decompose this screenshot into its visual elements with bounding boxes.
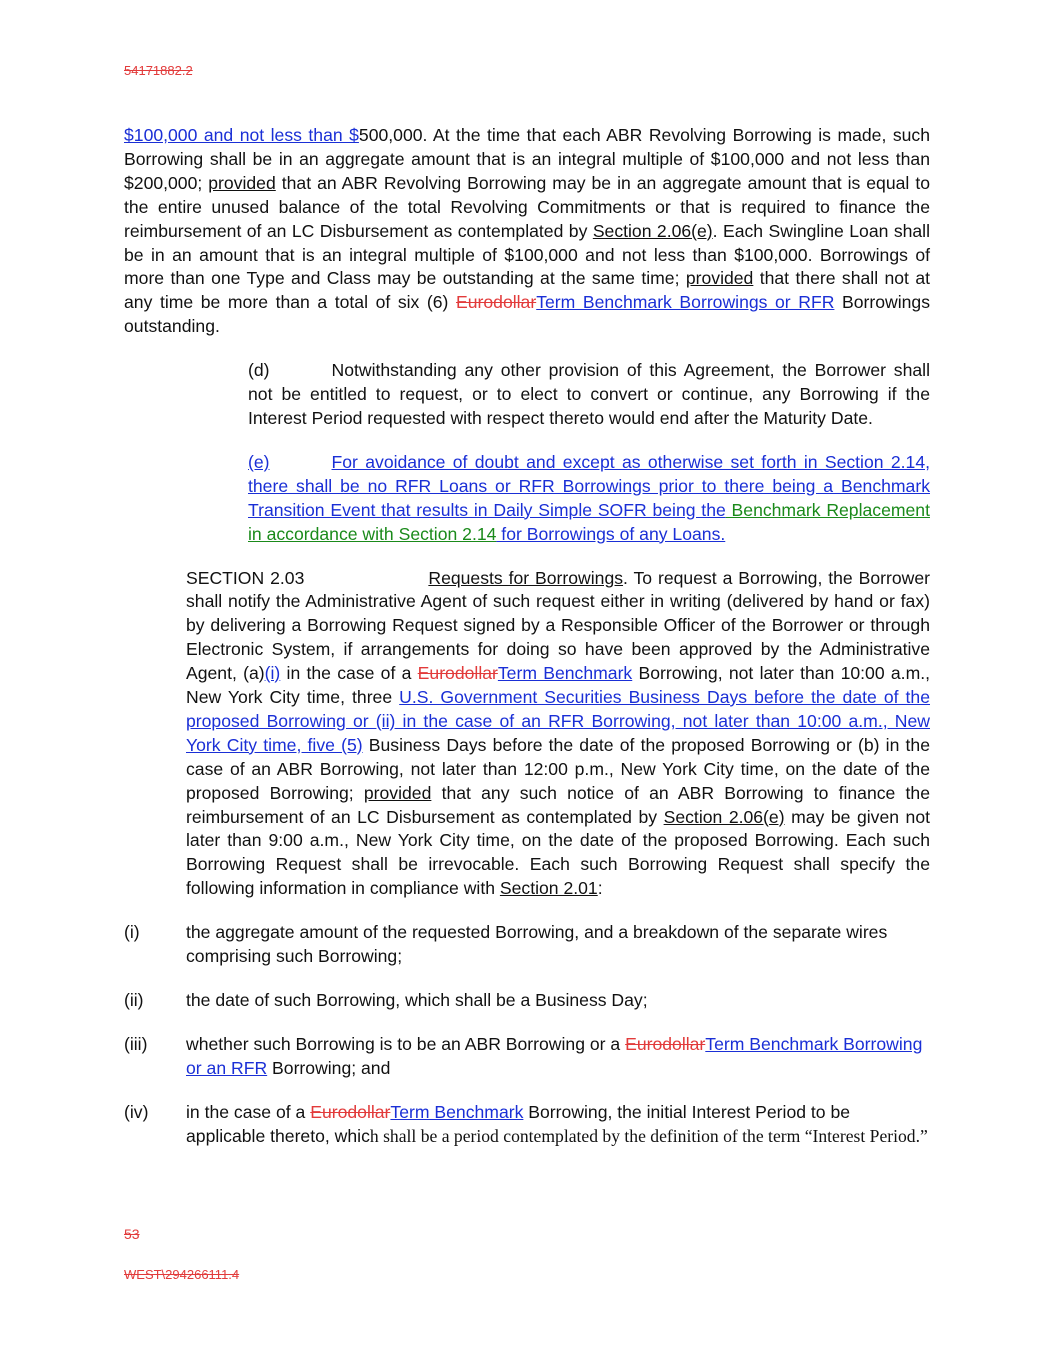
- inserted-text: Term Benchmark Borrowing or an RFR: [186, 1033, 923, 1078]
- deleted-text: Eurodollar: [417, 663, 498, 684]
- inserted-text: Term Benchmark Borrowings or RFR: [536, 292, 835, 313]
- footer-doc-id: WEST\294266111.4: [124, 1267, 240, 1282]
- inserted-text: U.S. Government Securities Business Days before the date of the proposed Borrowing or (ii) in the case of an RFR Borrowing, not later than 10:00 a.m., New York City time, five (5): [186, 687, 930, 755]
- section-reference: Section 2.06(e): [663, 806, 785, 827]
- item-text: the date of such Borrowing, which shall be a Business Day;: [186, 990, 648, 1010]
- moved-text: Benchmark Replacement in accordance with Section 2.14: [248, 499, 930, 544]
- clause-label: (e): [248, 451, 270, 472]
- inserted-text: (i): [264, 663, 281, 684]
- list-item: [124, 1033, 930, 1081]
- paragraph-d: (d) Notwithstanding any other provision of this Agreement, the Borrower shall not be entitled to request, or to elect to convert or continue, any Borrowing if the Interest Period requested with respect thereto would end after the Maturity Date.: [248, 360, 930, 428]
- item-number: (ii): [124, 990, 144, 1010]
- item-text: the aggregate amount of the requested Borrowing, and a breakdown of the separate wires comprising such Borrowing;: [186, 922, 888, 967]
- list-item: [124, 1101, 930, 1149]
- inserted-text: For avoidance of doubt and except as otherwise set forth in Section 2.14, there shall be no RFR Loans or RFR Borrowings prior to there being a Benchmark Transition Event that results in Daily Simple SOFR being the: [248, 451, 930, 520]
- item-number: (iv): [124, 1101, 149, 1122]
- list-item: [124, 989, 930, 1013]
- section-reference: Section 2.01: [499, 878, 598, 899]
- section-title: Requests for Borrowings: [428, 567, 624, 588]
- item-number: (iii): [124, 1033, 148, 1054]
- clause-label: (d): [248, 360, 270, 381]
- item-text: in the case of a EurodollarTerm Benchmark Borrowing, the initial Interest Period to be applicable thereto, which shall be a period contemplated by the definition of the term “Interest Period.”: [186, 1101, 928, 1146]
- document-body: [124, 124, 930, 1149]
- provided-term: provided: [363, 782, 432, 803]
- paragraph-e: [124, 451, 930, 547]
- deleted-text: Eurodollar: [456, 292, 537, 313]
- page-number: 53: [124, 1226, 140, 1242]
- inserted-text: $100,000 and not less than $: [124, 125, 359, 145]
- section-2-03: SECTION 2.03 Requests for Borrowings. To request a Borrowing, the Borrower shall notify the Administrative Agent of such request either in writing (delivered by hand or fax) by delivering a Borrowing Request signed by a Responsible Officer of the Borrower or through Electronic System, if arrangements for doing so have been approved by the Administrative Agent, (a)(i) in the case of a EurodollarTerm Benchmark Borrowing, not later than 10:00 a.m., New York City time, three U.S. Government Securities Business Days before the date of the proposed Borrowing or (ii) in the case of an RFR Borrowing, not later than 10:00 a.m., New York City time, five (5) Business Days before the date of the proposed Borrowing or (b) in the case of an ABR Borrowing, not later than 12:00 p.m., New York City time, on the date of the proposed Borrowing; provided that any such notice of an ABR Borrowing to finance the reimbursement of an LC Disbursement as contemplated by Section 2.06(e) may be given not later than 9:00 a.m., New York City time, on the date of the proposed Borrowing. Each such Borrowing Request shall be irrevocable. Each such Borrowing Request shall specify the following information in compliance with Section 2.01:: [186, 567, 931, 899]
- section-number: SECTION 2.03: [186, 567, 305, 588]
- item-number: (i): [124, 922, 140, 943]
- inserted-text: Term Benchmark: [390, 1101, 524, 1122]
- list-item: [124, 921, 930, 969]
- item-text: whether such Borrowing is to be an ABR Borrowing or a EurodollarTerm Benchmark Borrowing or an RFR Borrowing; and: [186, 1033, 923, 1078]
- provided-term: provided: [685, 268, 754, 289]
- provided-term: provided: [208, 172, 276, 193]
- deleted-text: Eurodollar: [625, 1033, 706, 1054]
- deleted-text: Eurodollar: [310, 1101, 391, 1122]
- section-reference: Section 2.06(e): [592, 220, 713, 241]
- header-doc-id: 54171882.2: [124, 63, 193, 78]
- paragraph-borrowing-amounts: $100,000 and not less than $500,000. At the time that each ABR Revolving Borrowing is made, such Borrowing shall be in an aggregate amount that is an integral multiple of $100,000 and not less than $200,000; provided that an ABR Revolving Borrowing may be in an aggregate amount that is equal to the entire unused balance of the total Revolving Commitments or that is required to finance the reimbursement of an LC Disbursement as contemplated by Section 2.06(e). Each Swingline Loan shall be in an amount that is an integral multiple of $100,000 and not less than $100,000. Borrowings of more than one Type and Class may be outstanding at the same time; provided that there shall not at any time be more than a total of six (6) EurodollarTerm Benchmark Borrowings or RFR Borrowings outstanding.: [124, 125, 930, 337]
- inserted-text: for Borrowings of any Loans.: [496, 523, 726, 544]
- inserted-text: Term Benchmark: [497, 663, 633, 684]
